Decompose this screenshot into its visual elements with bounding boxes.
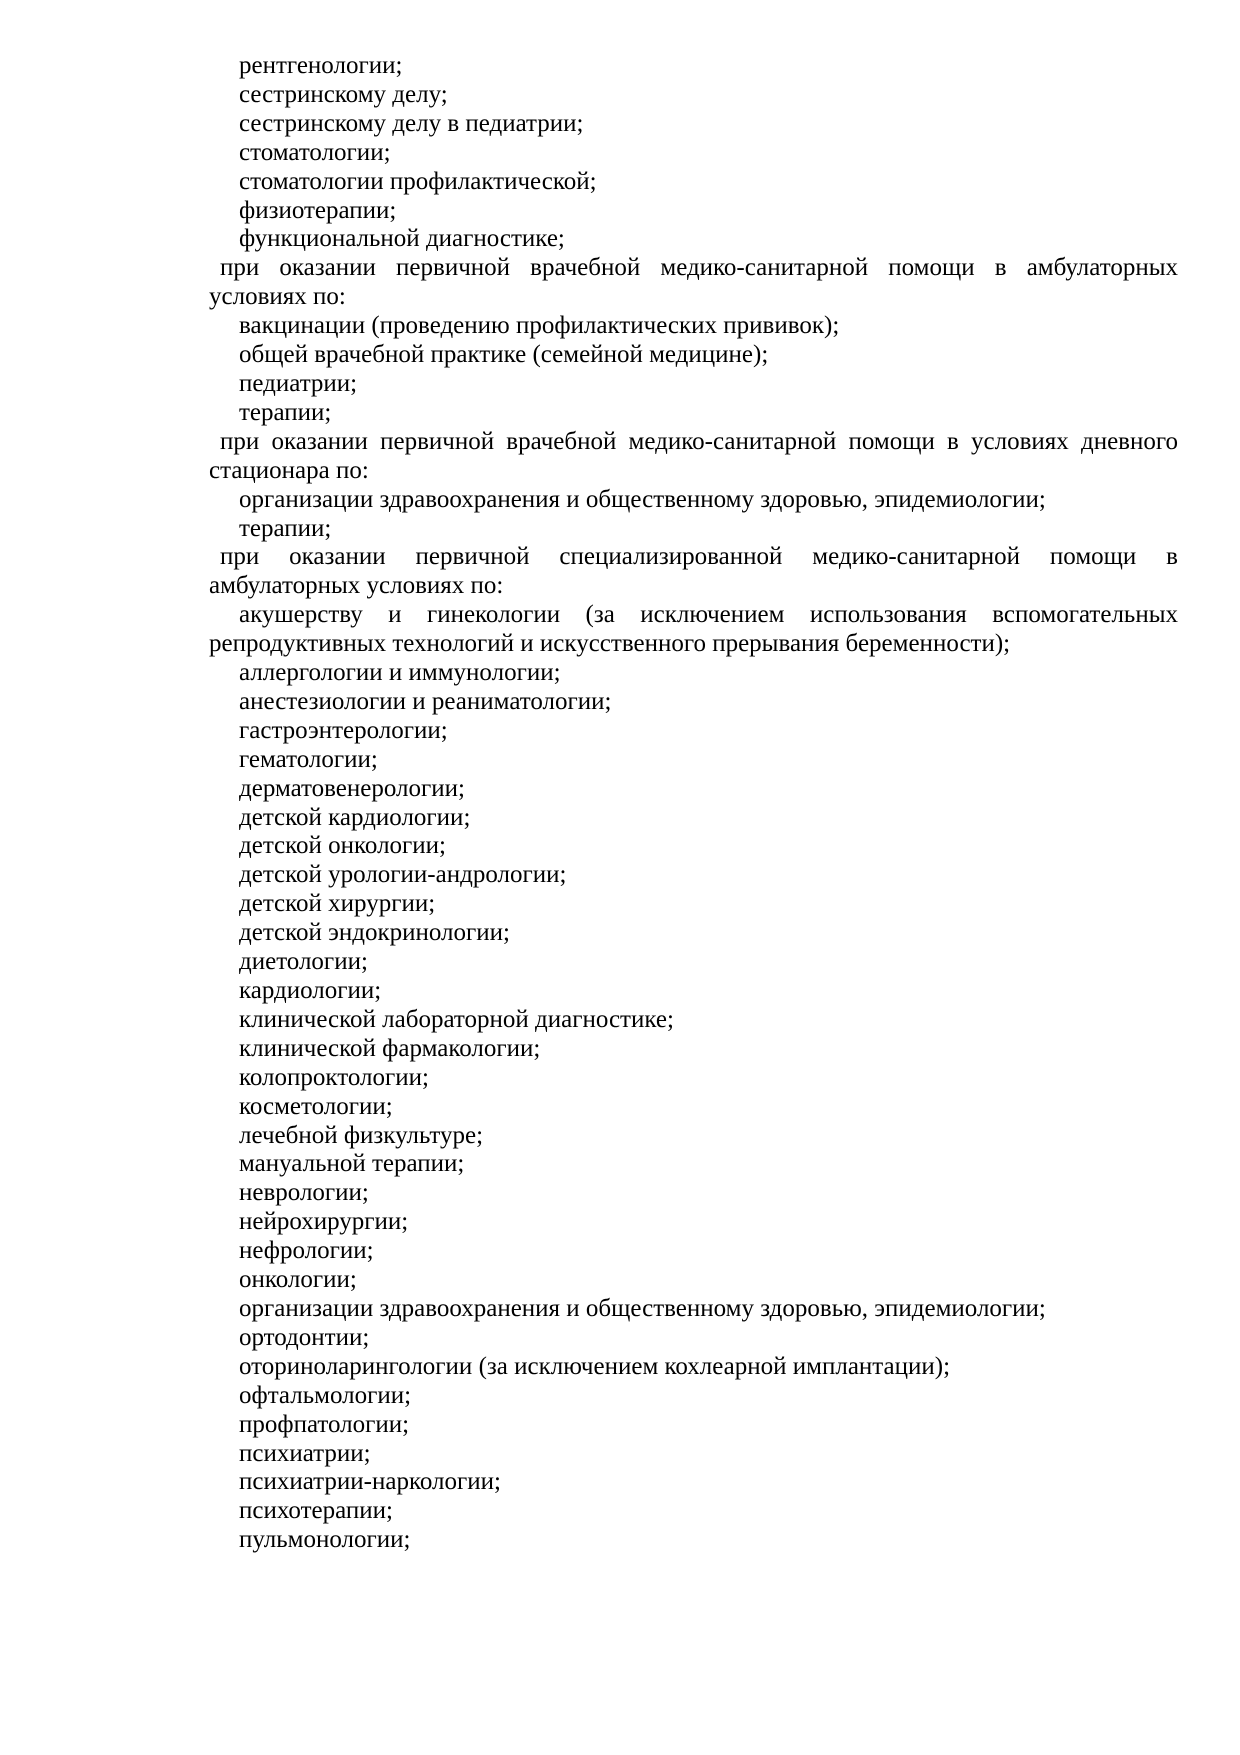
specialty-list-item: диетологии; — [239, 948, 368, 976]
specialty-list-item: организации здравоохранения и общественному здоровью, эпидемиологии; — [239, 1294, 1046, 1322]
specialty-list-item: клинической лабораторной диагностике; — [239, 1005, 674, 1033]
specialty-list-item: дерматовенерологии; — [239, 774, 465, 802]
specialty-list-item: вакцинации (проведению профилактических прививок); — [239, 312, 840, 340]
specialty-list-item: онкологии; — [239, 1266, 357, 1294]
specialty-list-item: кардиологии; — [239, 977, 382, 1004]
specialty-list-item: организации здравоохранения и общественному здоровью, эпидемиологии; — [239, 485, 1046, 513]
specialty-list-item: педиатрии; — [239, 369, 358, 397]
specialty-list-item: психиатрии-наркологии; — [239, 1468, 501, 1496]
specialty-list-item: детской урологии-андрологии; — [239, 861, 567, 889]
service-condition-paragraph: при оказании первичной врачебной медико-санитарной помощи в амбулаторных условиях по: — [209, 254, 1178, 311]
specialty-list-item: стоматологии; — [239, 138, 391, 166]
specialty-list-item: косметологии; — [239, 1092, 393, 1120]
specialty-list-item: терапии; — [239, 514, 332, 542]
specialty-list-item: лечебной физкультуре; — [239, 1121, 484, 1149]
specialty-list-item: детской кардиологии; — [239, 803, 471, 831]
service-condition-paragraph: при оказании первичной врачебной медико-санитарной помощи в условиях дневного стационара по: — [209, 427, 1178, 484]
specialty-list-item: психотерапии; — [239, 1497, 393, 1525]
specialty-list-item: офтальмологии; — [239, 1381, 412, 1409]
service-condition-paragraph: при оказании первичной специализированной медико-санитарной помощи в амбулаторных условиях по: — [209, 543, 1178, 600]
specialty-list-item: нейрохирургии; — [239, 1208, 409, 1236]
specialty-list-item: рентгенологии; — [239, 52, 403, 79]
specialty-list-item: общей врачебной практике (семейной медицине); — [239, 341, 769, 369]
specialty-list-item: колопроктологии; — [239, 1063, 429, 1091]
specialty-list-item: мануальной терапии; — [239, 1150, 465, 1178]
specialty-list-item: аллергологии и иммунологии; — [239, 659, 561, 687]
specialty-list-item: неврологии; — [239, 1179, 369, 1207]
specialty-list-item: детской эндокринологии; — [239, 919, 510, 947]
specialty-list-item: нефрологии; — [239, 1237, 374, 1265]
specialty-list-item: гематологии; — [239, 745, 378, 773]
specialty-list-item: физиотерапии; — [239, 196, 397, 224]
specialty-list-item: терапии; — [239, 398, 332, 426]
specialty-list-item: профпатологии; — [239, 1410, 410, 1438]
specialty-list-item: ортодонтии; — [239, 1323, 370, 1351]
specialty-list-item: пульмонологии; — [239, 1526, 411, 1554]
specialty-list-item: клинической фармакологии; — [239, 1034, 541, 1062]
specialty-list-item: детской онкологии; — [239, 832, 447, 860]
specialty-list-item: акушерству и гинекологии (за исключением использования вспомогательных репродуктивных технологий и искусственного прерывания беременности); — [209, 601, 1178, 658]
specialty-list-item: детской хирургии; — [239, 890, 436, 918]
specialty-list-item: гастроэнтерологии; — [239, 716, 448, 744]
specialty-list-item: анестезиологии и реаниматологии; — [239, 687, 612, 715]
specialty-list-item: сестринскому делу в педиатрии; — [239, 109, 584, 137]
specialty-list-item: психиатрии; — [239, 1439, 371, 1467]
specialty-list-item: сестринскому делу; — [239, 80, 448, 108]
specialty-list-item: стоматологии профилактической; — [239, 167, 597, 195]
specialty-list-item: функциональной диагностике; — [239, 225, 565, 253]
specialty-list-item: оториноларингологии (за исключением кохлеарной имплантации); — [239, 1352, 951, 1380]
